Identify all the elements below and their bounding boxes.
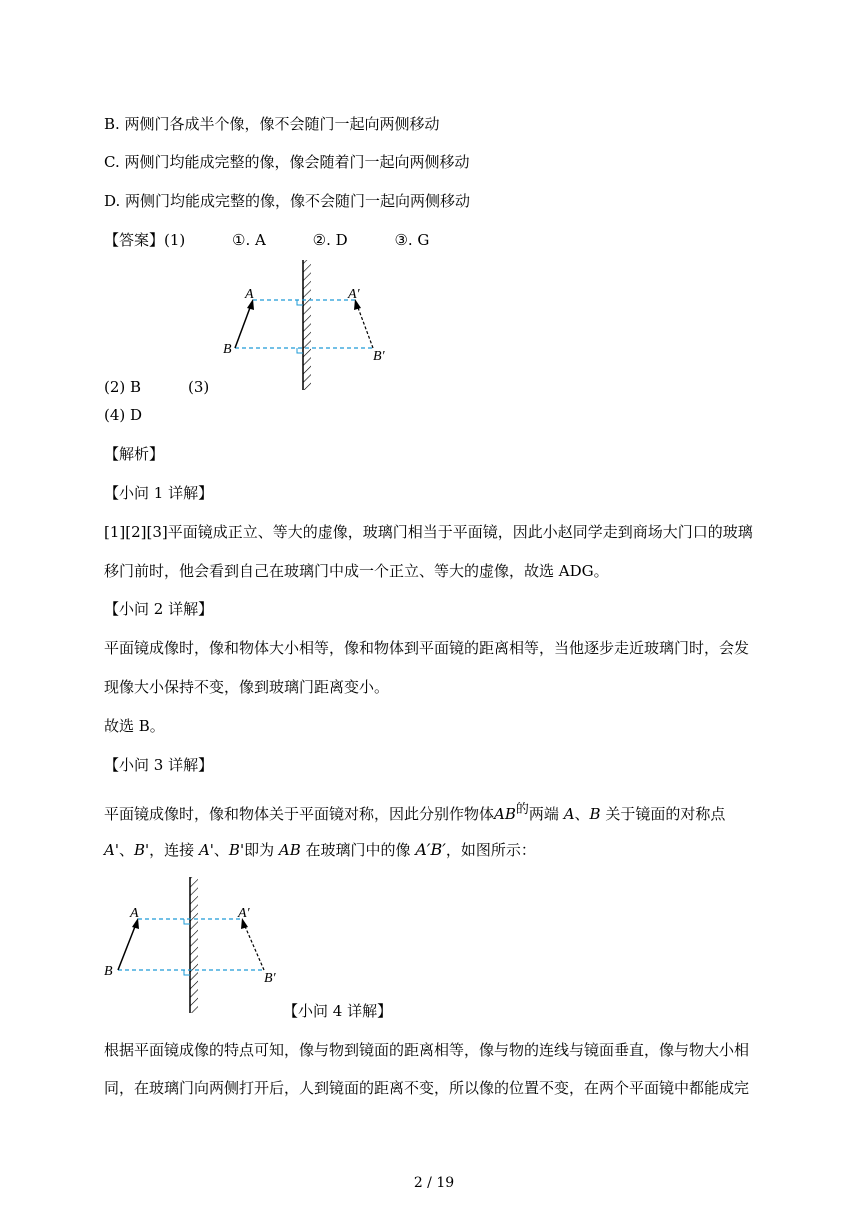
q1-heading: 【小问 1 详解】 — [104, 484, 214, 502]
answer-part-4: (4) D — [104, 406, 143, 424]
q2-line-2: 现像大小保持不变，像到玻璃门距离变小。 — [104, 678, 390, 696]
option-c: C. 两侧门均能成完整的像，像会随着门一起向两侧移动 — [104, 153, 470, 171]
object-arrow — [235, 299, 254, 348]
mirror — [190, 877, 198, 1013]
q3-de: 的 — [515, 802, 529, 817]
option-d: D. 两侧门均能成完整的像，像不会随门一起向两侧移动 — [104, 192, 471, 210]
answer-label: 【答案】(1) — [104, 231, 186, 249]
object-arrow — [118, 918, 139, 970]
q3-b: B — [589, 805, 601, 823]
q2-line-3: 故选 B。 — [104, 717, 165, 735]
q3-ab: AB — [494, 805, 516, 823]
label-a: A — [130, 906, 139, 921]
q3-heading: 【小问 3 详解】 — [104, 756, 214, 774]
answer-item-3: ③. G — [394, 231, 430, 249]
label-b: B — [104, 964, 113, 979]
q3-b-prime: B' — [133, 841, 150, 859]
label-a-prime: A′ — [348, 287, 360, 302]
q1-line-1: [1][2][3]平面镜成正立、等大的虚像，玻璃门相当于平面镜，因此小赵同学走到商场大门口的玻璃 — [104, 523, 753, 541]
image-arrow — [241, 918, 264, 970]
label-a-prime: A′ — [238, 906, 250, 921]
q3-ab: AB — [278, 841, 301, 859]
q3-text: ，如图所示： — [445, 841, 536, 859]
label-b: B — [223, 342, 232, 357]
q2-heading: 【小问 2 详解】 — [104, 600, 214, 618]
q3-text: 平面镜成像时，像和物体关于平面镜对称，因此分别作物体 — [104, 805, 495, 823]
label-b-prime: B′ — [373, 349, 385, 364]
mirror-diagram-answer — [215, 258, 415, 393]
analysis-heading: 【解析】 — [104, 445, 165, 463]
right-angle-mark-b — [297, 348, 303, 353]
answer-part-3: (3) — [188, 378, 210, 396]
page-number: 2 / 19 — [413, 1175, 455, 1191]
mirror-diagram-analysis — [100, 875, 300, 1015]
answer-line — [104, 230, 429, 250]
answer-part-2: (2) B — [104, 378, 142, 396]
q1-line-2: 移门前时，他会看到自己在玻璃门中成一个正立、等大的虚像，故选 ADG。 — [104, 562, 609, 580]
q3-text: 在玻璃门中的像 — [305, 841, 411, 859]
label-a: A — [245, 287, 254, 302]
q3-text: 关于镜面的对称点 — [605, 805, 726, 823]
q3-text: ，连接 — [149, 841, 195, 859]
q3-text: 两端 — [528, 805, 559, 823]
q4-line-1: 根据平面镜成像的特点可知，像与物到镜面的距离相等，像与物的连线与镜面垂直，像与物大小相 — [104, 1041, 750, 1059]
mirror — [303, 260, 311, 390]
option-b: B. 两侧门各成半个像，像不会随门一起向两侧移动 — [104, 115, 440, 133]
q3-a-prime: A' — [198, 841, 214, 859]
q3-a-prime: A' — [104, 841, 119, 859]
q4-heading: 【小问 4 详解】 — [283, 1002, 393, 1020]
q3-text: 即为 — [244, 841, 275, 859]
q3-text: 、 — [574, 805, 590, 823]
q3-b-prime: B' — [228, 841, 245, 859]
q4-line-2: 同，在玻璃门向两侧打开后，人到镜面的距离不变，所以像的位置不变，在两个平面镜中都能成完 — [104, 1079, 750, 1097]
q3-ab-prime: A′B′ — [415, 840, 446, 859]
image-arrow — [354, 299, 373, 348]
answer-item-1: ①. A — [232, 231, 266, 249]
q2-line-1: 平面镜成像时，像和物体大小相等，像和物体到平面镜的距离相等，当他逐步走近玻璃门时，会发 — [104, 639, 750, 657]
right-angle-mark-a — [297, 300, 303, 305]
label-b-prime: B′ — [264, 971, 276, 986]
q3-line-2 — [104, 840, 536, 860]
right-angle-mark-a — [184, 919, 190, 924]
right-angle-mark-b — [184, 970, 190, 975]
q3-text: 、 — [118, 841, 134, 859]
q3-a: A — [563, 805, 575, 823]
q3-line-1 — [104, 800, 725, 824]
answer-item-2: ②. D — [312, 231, 348, 249]
q3-text: 、 — [213, 841, 229, 859]
